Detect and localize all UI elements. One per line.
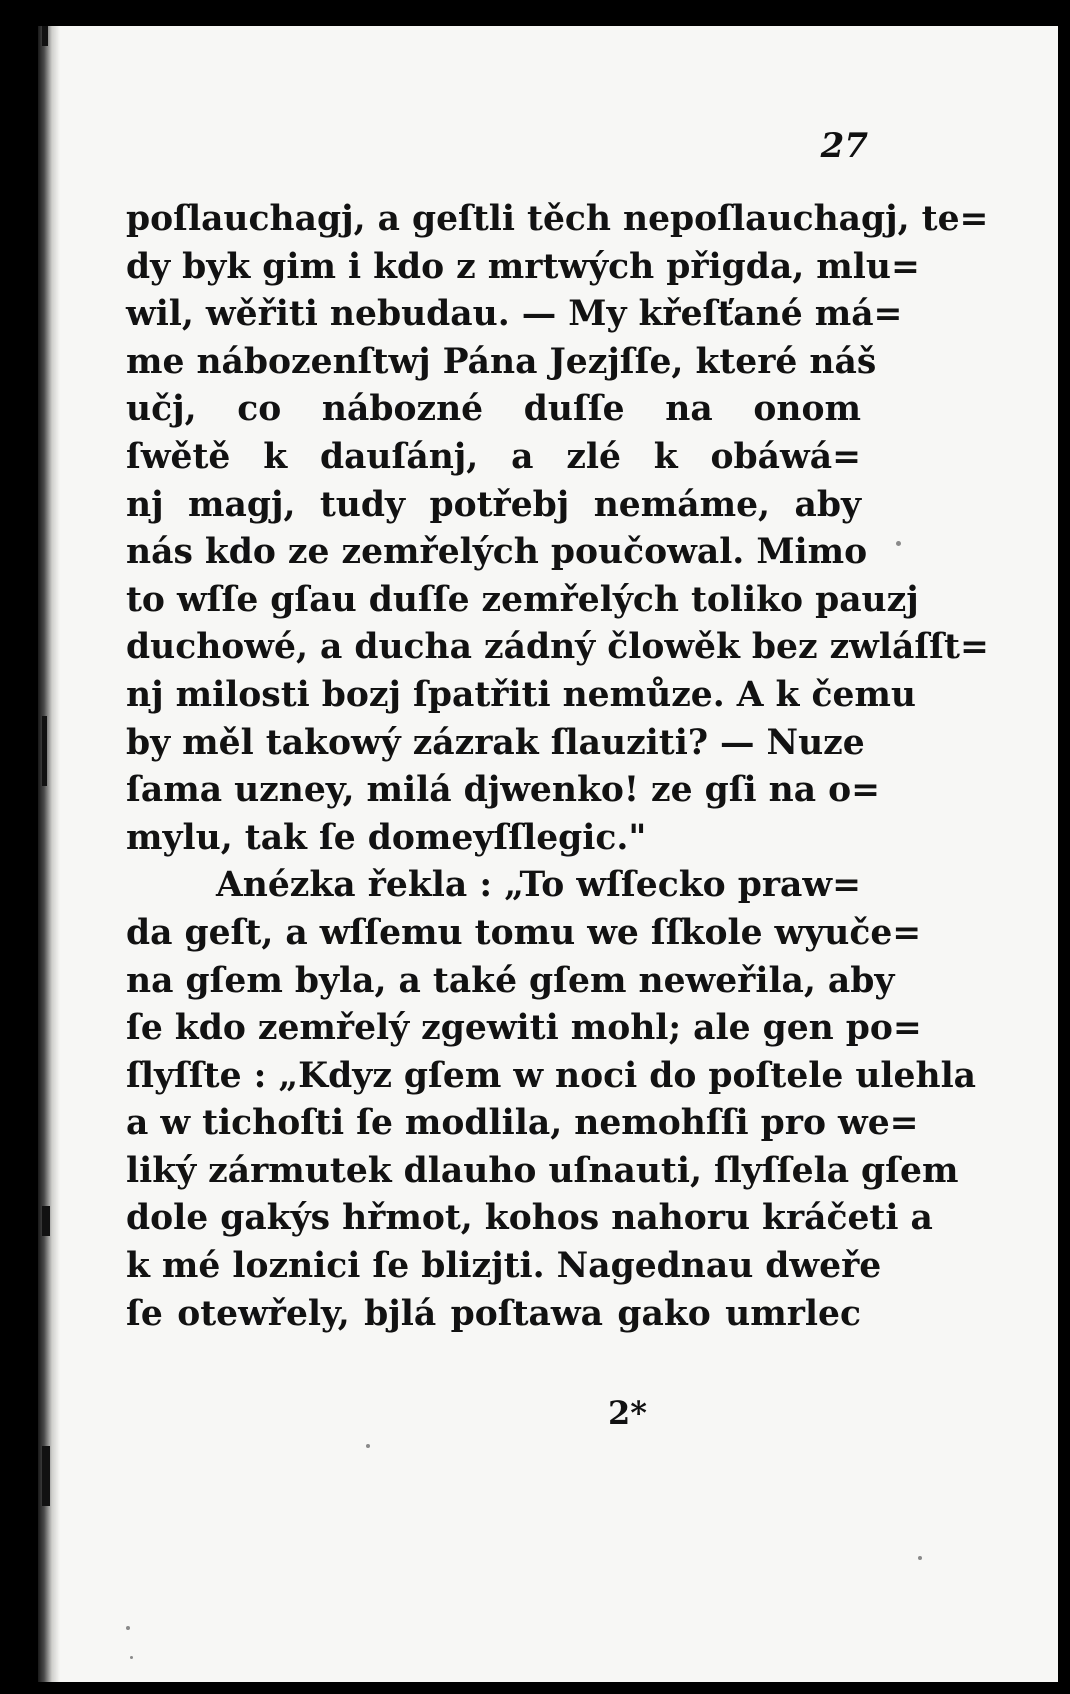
text-line: me nábozenſtwj Pána Jezjſſe, které náš [126,341,877,382]
text-line: mylu, tak ſe domeyſſlegic." [126,817,647,858]
text-line: na gſem byla, a také gſem neweřila, aby [126,960,895,1001]
paragraph [126,862,977,1338]
text-line: nj magj, tudy potřebj nemáme, aby [126,484,861,525]
text-line: učj, co nábozné duſſe na onom [126,389,861,430]
scanned-book-page [38,26,1058,1682]
text-line: da geſt, a wſſemu tomu we ſſkole wyuče= [126,912,922,953]
text-line: k mé loznici ſe blizjti. Nagednau dwеře [126,1246,882,1287]
text-line: dole gakýs hřmot, kohos nahoru kráčeti a [126,1198,933,1239]
text-line: duchowé, a ducha zádný člowěk bez zwláſſt= [126,627,989,668]
body-text [126,196,989,1338]
text-line: to wſſe gſau duſſe zemřelých toliko pauzj [126,579,919,620]
text-line: poſlauchagj, a geſtli těch nepoſlauchagj, te= [126,199,989,239]
text-line: a w tichoſti ſe modlila, nemohſſi pro we= [126,1103,919,1144]
page-number: 27 [820,126,868,166]
text-line: dy byk gim i kdo z mrtwých přigda, mlu= [126,246,920,287]
paper-speck [896,541,901,546]
text-line: nj milosti bozj ſpatřiti nemůze. A k čemu [126,674,917,715]
paper-speck [130,1656,133,1659]
binding-mark [42,1446,50,1506]
binding-mark [42,26,48,46]
text-line: ſe otewřely, bjlá poſtawa gako umrlec [126,1293,861,1334]
text-line: Anézka řekla : „To wſſecko praw= [216,865,861,906]
text-line: nás kdo ze zemřelých poučowal. Mimo [126,532,868,573]
binding-mark [42,716,47,786]
paper-speck [918,1556,922,1560]
binding-mark [42,1206,50,1236]
text-line: ſwětě k dauſánj, a zlé k obáwá= [126,436,861,477]
text-line: ſama uzney, milá djwenko! ze gſi na o= [126,770,881,811]
signature-mark: 2* [608,1394,647,1432]
text-line: liký zármutek dlauho uſnauti, ſlyſſela gſem [126,1150,959,1191]
text-line: wil, wěřiti nebudau. — My křeſťané má= [126,294,903,335]
text-line: by měl takowý zázrak ſlauziti? — Nuze [126,722,865,763]
paper-speck [366,1444,370,1448]
binding-gutter-shadow [38,26,60,1682]
paper-speck [126,1626,130,1630]
text-line: ſlyſſte : „Kdyz gſem w noci do poſtele ulehla [126,1055,977,1096]
text-line: ſe kdo zemřelý zgewiti mohl; ale gen po= [126,1008,922,1049]
paragraph [126,196,989,862]
